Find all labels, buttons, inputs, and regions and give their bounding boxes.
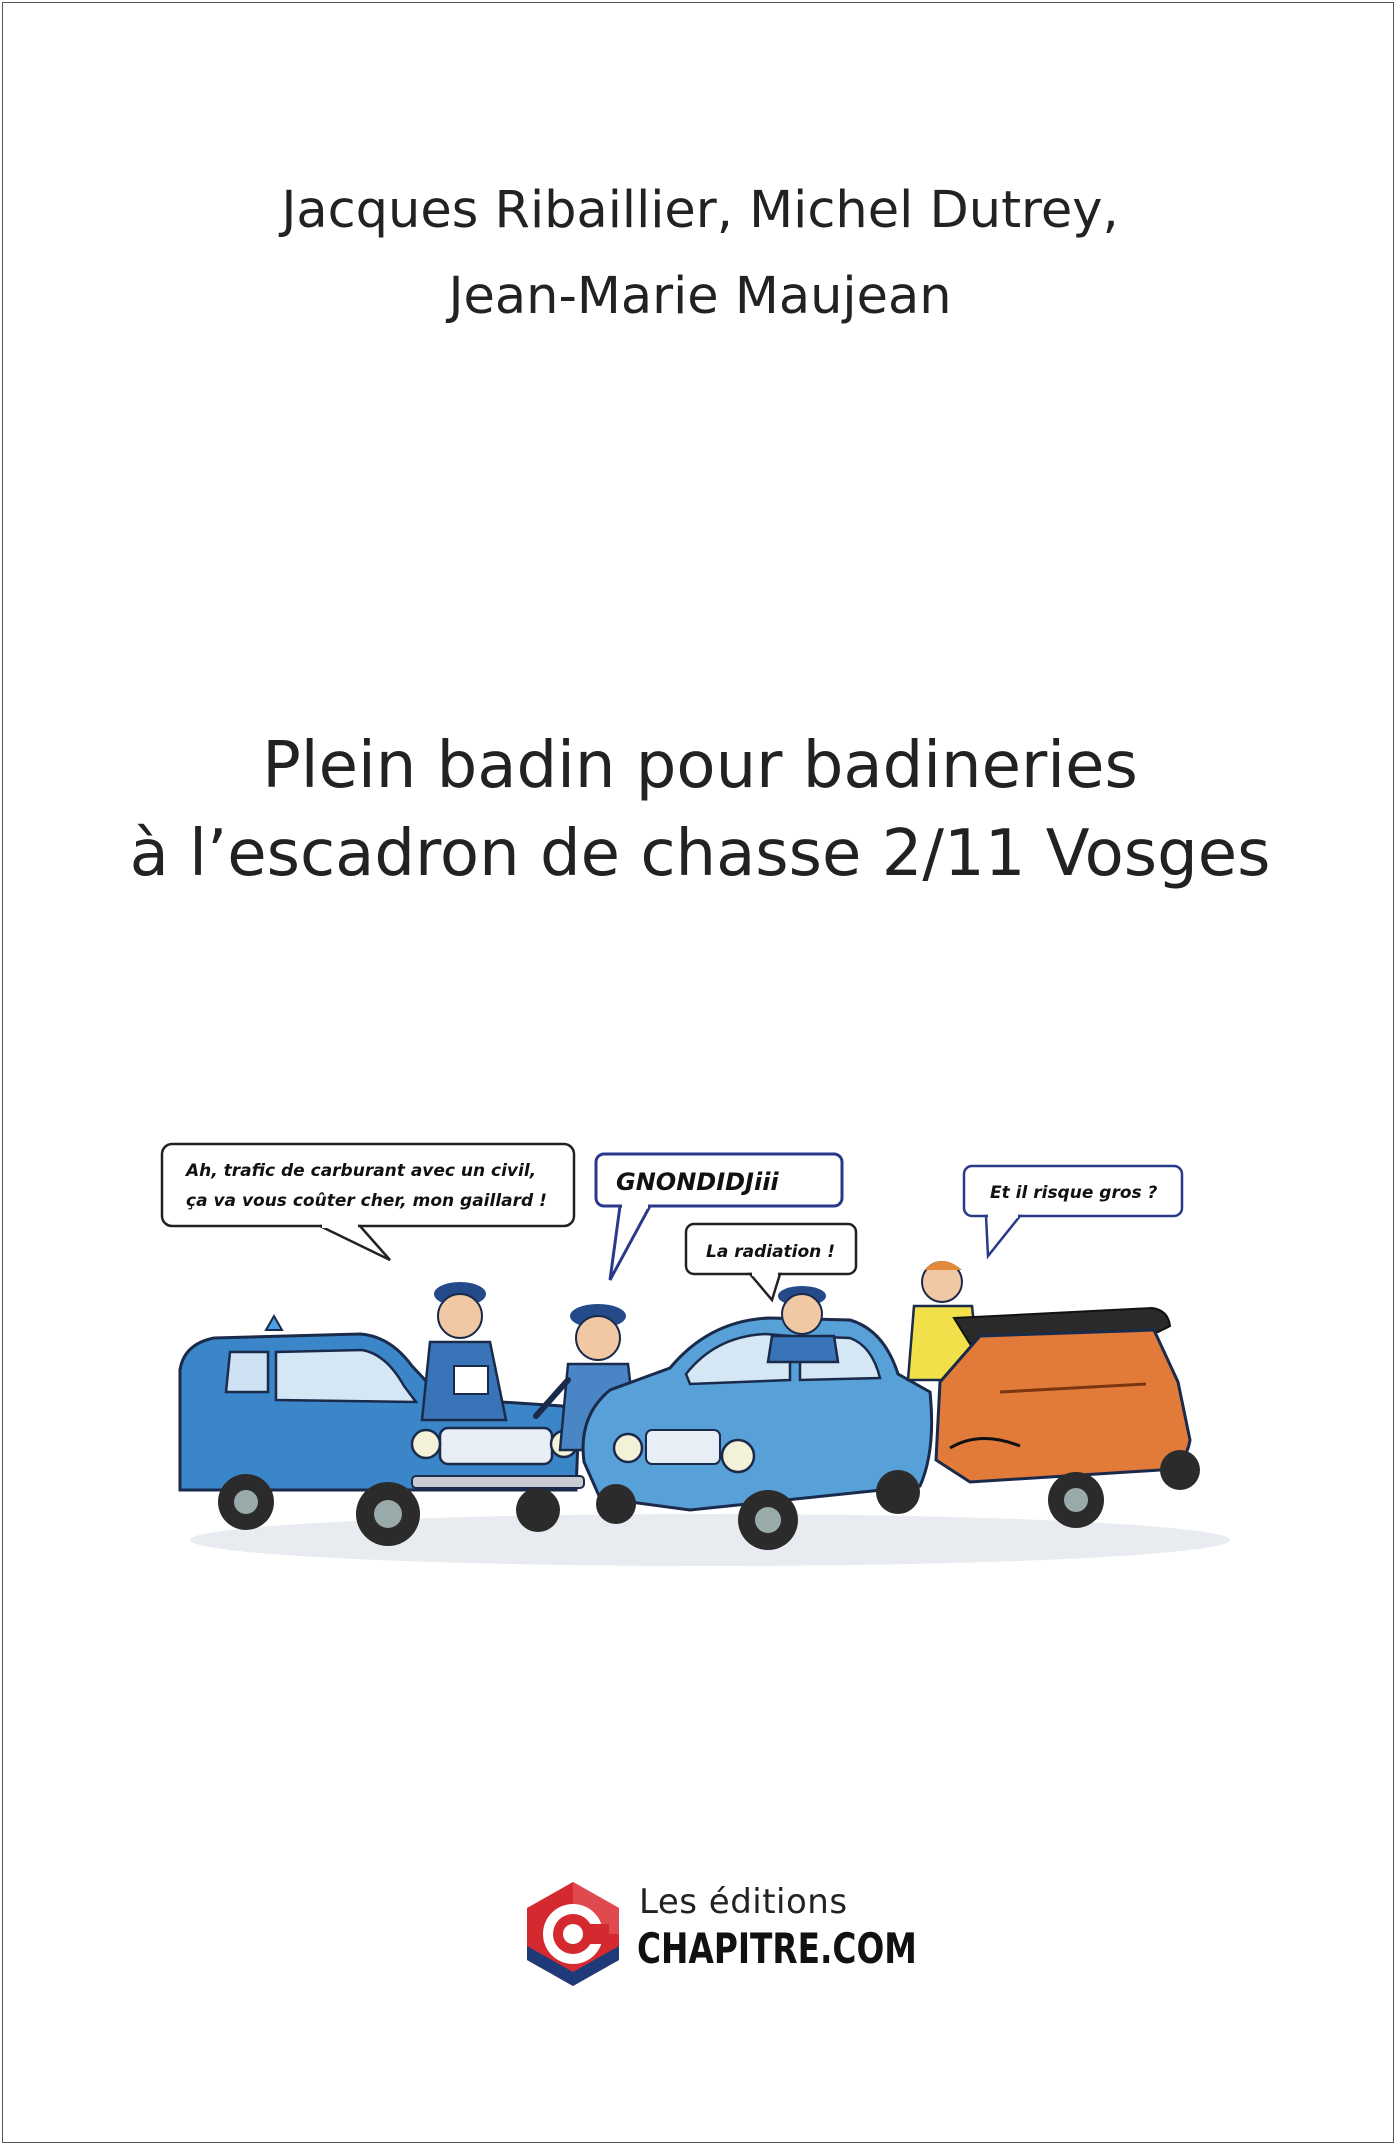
bubble-1-line-2: ça va vous coûter cher, mon gaillard ! bbox=[186, 1191, 547, 1211]
bubble-4-text: Et il risque gros ? bbox=[990, 1183, 1158, 1203]
authors-line-2: Jean-Marie Maujean bbox=[448, 267, 952, 326]
publisher-line-2: CHAPITRE.COM bbox=[637, 1924, 917, 1973]
book-title bbox=[0, 722, 1400, 898]
orange-car bbox=[936, 1308, 1200, 1528]
title-line-2: à l’escadron de chasse 2/11 Vosges bbox=[129, 817, 1271, 891]
authors bbox=[0, 168, 1400, 340]
publisher-logo bbox=[523, 1880, 917, 1990]
title-line-1: Plein badin pour badineries bbox=[262, 729, 1138, 803]
cartoon-svg bbox=[150, 1130, 1250, 1590]
speech-bubble-4 bbox=[964, 1166, 1182, 1256]
authors-line-1: Jacques Ribaillier, Michel Dutrey, bbox=[281, 181, 1119, 240]
cartoon-illustration bbox=[150, 1130, 1250, 1590]
blue-car-left bbox=[180, 1316, 584, 1546]
publisher-line-1: Les éditions bbox=[639, 1882, 848, 1922]
speech-bubble-3 bbox=[686, 1224, 856, 1300]
chapitre-logo-icon bbox=[523, 1880, 623, 1988]
bubble-2-text: GNONDIDJiii bbox=[616, 1168, 779, 1196]
bubble-1-line-1: Ah, trafic de carburant avec un civil, bbox=[186, 1161, 537, 1181]
speech-bubble-1 bbox=[162, 1144, 574, 1260]
bubble-3-text: La radiation ! bbox=[706, 1242, 835, 1262]
officer-1 bbox=[422, 1282, 506, 1420]
